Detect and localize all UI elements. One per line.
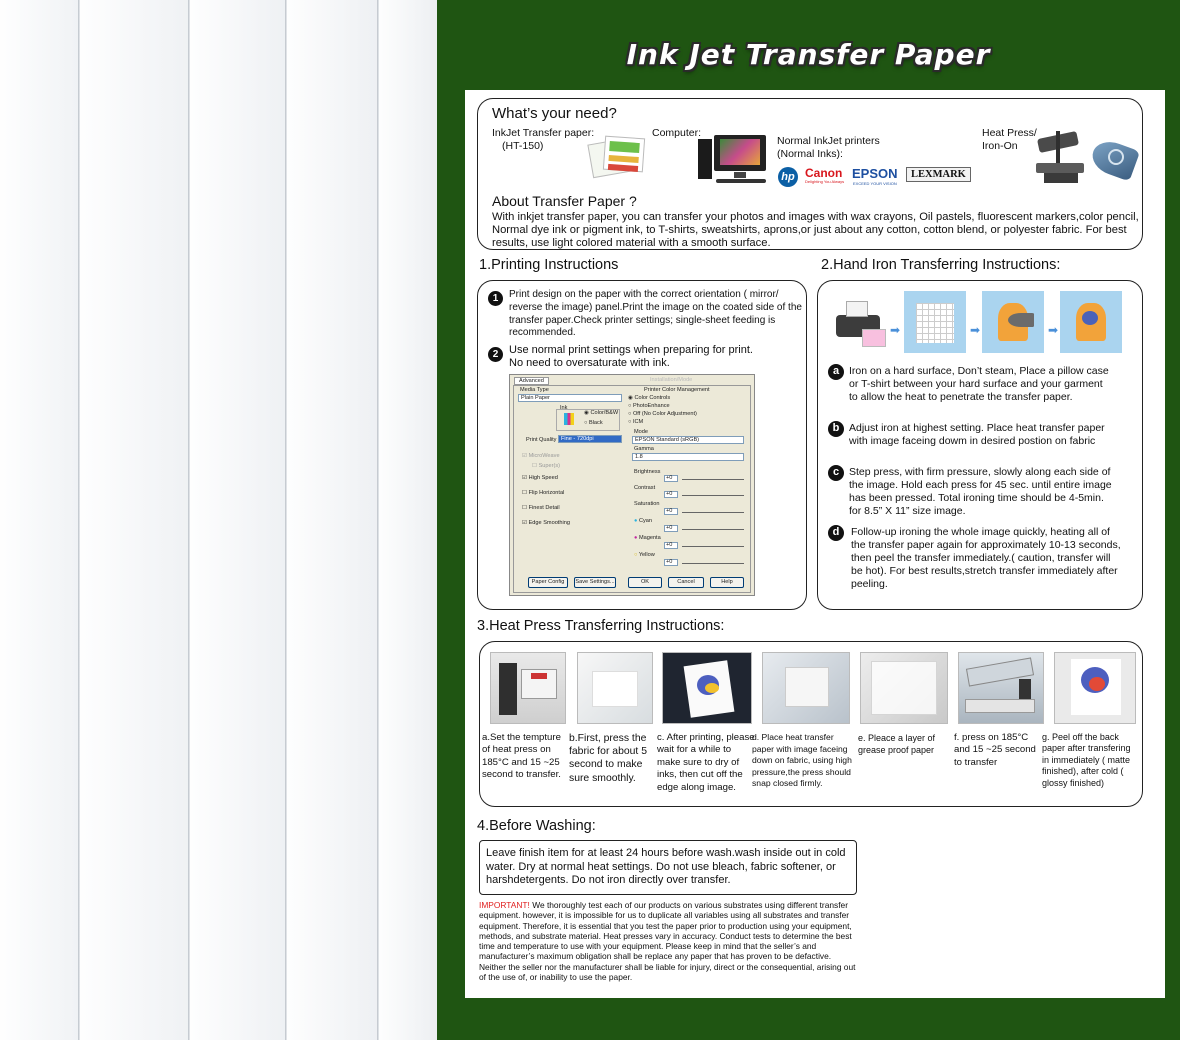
canon-tagline: Delighting You Always — [805, 179, 845, 184]
hand-iron-step-b: Adjust iron at highest setting. Place heat transfer paper with image faceing dowm in desired postion on fabric — [849, 422, 1105, 447]
super-checkbox[interactable]: ☐ Super(s) — [532, 463, 561, 469]
brochure — [437, 0, 1180, 1040]
heat-press-label-2: Iron-On — [982, 140, 1018, 152]
brochure-title: Ink Jet Transfer Paper — [626, 38, 991, 71]
mode-label: Mode — [634, 429, 648, 435]
brightness-value[interactable]: +0 — [664, 475, 678, 482]
off-no-color-radio[interactable]: ○ Off (No Color Adjustment) — [628, 411, 697, 417]
heat-press-image — [1034, 129, 1088, 187]
heat-press-label-1: Heat Press/ — [982, 127, 1037, 139]
paper-model: (HT-150) — [502, 140, 544, 152]
ink-color-radio[interactable]: ◉ Color/B&W — [584, 410, 619, 416]
icm-radio[interactable]: ○ ICM — [628, 419, 644, 425]
heat-press-thumb-b — [577, 652, 653, 724]
saturation-value[interactable]: +0 — [664, 508, 678, 515]
cyan-value[interactable]: +0 — [664, 525, 678, 532]
heat-press-thumb-a — [490, 652, 566, 724]
media-type-label: Media Type — [520, 387, 549, 393]
important-text: We thoroughly test each of our products on various substrates using different transfer equipment. however, it is impossible for us to duplicate all variables using all substrates and transfer equipment. Therefore, it is essential that you test the paper prior to production using your equipment, methods, and substrate material. Heat presses vary in accuracy. Conduct tests to determine the best time and temperature to use with your equipment. Please keep in mind that the seller’s and manufacturer’s maximum obligation shall be replace any paper that has proven to be defactive. Neither the seller nor the manufacturer shall be liable for injury, direct or the consequential, arising out of the use of, or inability to use the paper. — [479, 900, 856, 983]
magenta-slider[interactable] — [682, 546, 744, 547]
microweave-checkbox[interactable]: ☑ MicroWeave — [522, 453, 560, 459]
print-quality-select[interactable]: Fine - 720dpi — [558, 435, 622, 443]
about-text: With inkjet transfer paper, you can transfer your photos and images with wax crayons, Oil pastels, fluorescent markers,color pencil, Normal dye ink or pigment ink, to T-shirts, sweatshirts, aprons,or just about any cotton, cotton blend, or polyester fabric. For best results, use light colored material with a smooth surface. — [492, 211, 1139, 249]
heat-press-step-g: g. Peel off the back paper after transfering in immediately ( matte finished), after cold ( glossy finished) — [1042, 732, 1131, 788]
high-speed-checkbox[interactable]: ☑ High Speed — [522, 475, 558, 481]
tshirt-ironing-image — [982, 291, 1044, 353]
about-heading: About Transfer Paper ? — [492, 193, 637, 209]
ink-black-radio[interactable]: ○ Black — [584, 420, 603, 426]
step-1-bullet: 1 — [488, 291, 503, 306]
heat-press-thumb-e — [860, 652, 948, 724]
step-a-bullet: a — [828, 364, 844, 380]
heat-press-title: 3.Heat Press Transferring Instructions: — [477, 618, 725, 634]
computer-image — [694, 135, 770, 187]
printing-step-2b: No need to oversaturate with ink. — [509, 357, 670, 369]
step-d-bullet: d — [828, 525, 844, 541]
brightness-label: Brightness — [634, 469, 661, 475]
yellow-slider[interactable] — [682, 563, 744, 564]
help-button[interactable]: Help — [710, 577, 744, 588]
gamma-select[interactable]: 1.8 — [632, 453, 744, 461]
lexmark-logo: LEXMARK — [906, 167, 971, 182]
printers-label-2: (Normal Inks): — [777, 148, 843, 160]
contrast-slider[interactable] — [682, 495, 744, 496]
media-type-select[interactable]: Plain Paper — [518, 394, 622, 402]
canon-logo: Canon — [805, 166, 843, 180]
hand-iron-process-images: ➡ ➡ ➡ — [832, 289, 1130, 359]
printer-settings-dialog — [509, 374, 755, 596]
printer-image — [836, 299, 888, 345]
heat-press-thumb-d — [762, 652, 850, 724]
washing-box — [479, 840, 857, 895]
color-controls-radio[interactable]: ◉ Color Controls — [628, 395, 671, 401]
step-2-bullet: 2 — [488, 347, 503, 362]
heat-press-step-a: a.Set the tempture of heat press on 185°C and 15 ~25 second to transfer. — [482, 732, 561, 781]
magenta-label: ● Magenta — [634, 535, 661, 541]
printing-step-2a: Use normal print settings when preparing for print. — [509, 344, 753, 356]
hand-iron-box — [817, 280, 1143, 610]
printers-label-1: Normal InkJet printers — [777, 135, 880, 147]
epson-logo: EPSON — [852, 166, 898, 181]
heat-press-step-e: e. Pleace a layer of grease proof paper — [858, 733, 936, 756]
gamma-label: Gamma — [634, 446, 654, 452]
cyan-label: ● Cyan — [634, 518, 653, 524]
paper-stack-photo — [0, 0, 437, 1040]
save-settings-button[interactable]: Save Settings... — [574, 577, 616, 588]
washing-title: 4.Before Washing: — [477, 818, 596, 834]
heat-press-thumb-f — [958, 652, 1044, 724]
pcm-label: Printer Color Management — [644, 387, 710, 393]
yellow-value[interactable]: +0 — [664, 559, 678, 566]
instruction-sheet — [465, 90, 1165, 998]
ink-cartridge-icon — [564, 413, 574, 425]
magenta-value[interactable]: +0 — [664, 542, 678, 549]
tshirt-finished-image — [1060, 291, 1122, 353]
needs-box — [477, 98, 1143, 250]
print-quality-label: Print Quality — [526, 437, 557, 443]
step-b-bullet: b — [828, 421, 844, 437]
hand-iron-step-a: Iron on a hard surface, Don’t steam, Place a pillow case or T-shirt between your hard surface and your garment to allow the heat to penetrate the transfer paper. — [849, 365, 1109, 403]
heat-press-thumb-c — [662, 652, 752, 724]
yellow-label: ○ Yellow — [634, 552, 655, 558]
ink-label: Ink — [560, 405, 568, 411]
important-label: IMPORTANT! — [479, 900, 530, 910]
heat-press-step-c: c. After printing, please wait for a while to make sure to dry of inks, then cut off the edge along image. — [657, 732, 755, 793]
heat-press-thumb-g — [1054, 652, 1136, 724]
printing-title: 1.Printing Instructions — [479, 257, 619, 273]
printing-step-1: Print design on the paper with the correct orientation ( mirror/ reverse the image) panel.Print the image on the coated side of the transfer paper.Check printer settings; single-sheet feeding is recommended. — [509, 289, 802, 339]
paper-label: InkJet Transfer paper: — [492, 127, 595, 139]
hand-iron-step-d: Follow-up ironing the whole image quickly, heating all of the transfer paper again for approximately 10-13 seconds, then peel the transfer immediately.( caution, transfer will be hot). For best results,stretch transfer immediately after peeling. — [851, 526, 1121, 590]
heat-press-step-f: f. press on 185°C and 15 ~25 second to transfer — [954, 732, 1036, 768]
heat-press-box — [479, 641, 1143, 807]
iron-image — [1088, 135, 1142, 183]
epson-tagline: EXCEED YOUR VISION — [853, 181, 897, 186]
heat-press-step-d: d. Place heat transfer paper with image faceing down on fabric, using high pressure,the press should snap closed firmly. — [752, 732, 852, 789]
cyan-slider[interactable] — [682, 529, 744, 530]
important-notice — [479, 900, 859, 982]
hand-iron-title: 2.Hand Iron Transferring Instructions: — [821, 257, 1061, 273]
contrast-label: Contrast — [634, 485, 656, 491]
washing-text: Leave finish item for at least 24 hours before wash.wash inside out in cold water. Dry at normal heat settings. Do not use bleach, fabric softener, or harshdetergents. Do not iron directly over transfer. — [486, 847, 846, 887]
computer-label: Computer: — [652, 127, 702, 139]
hand-iron-step-c: Step press, with firm pressure, slowly along each side of the image. Hold each press for 45 sec. until entire image has been pressed. Total ironing time should be 4-5min. for 8.5” X 11” size image. — [849, 466, 1112, 517]
brightness-slider[interactable] — [682, 479, 744, 480]
saturation-label: Saturation — [634, 501, 660, 507]
saturation-slider[interactable] — [682, 512, 744, 513]
transfer-paper-pack-image — [590, 133, 652, 177]
dialog-tab-ghost: Installation/Mode — [650, 377, 693, 383]
cancel-button[interactable]: Cancel — [668, 577, 704, 588]
photoenhance-radio[interactable]: ○ PhotoEnhance — [628, 403, 670, 409]
flip-horizontal-checkbox[interactable]: ☐ Flip Horizontal — [522, 490, 565, 496]
tshirt-grid-image — [904, 291, 966, 353]
edge-smoothing-checkbox[interactable]: ☑ Edge Smoothing — [522, 520, 570, 526]
dialog-tab-advanced[interactable]: Advanced — [514, 377, 549, 385]
heat-press-step-b: b.First, press the fabric for about 5 second to make sure smoothly. — [569, 733, 647, 784]
paper-config-button[interactable]: Paper Config — [528, 577, 568, 588]
step-c-bullet: c — [828, 465, 844, 481]
contrast-value[interactable]: +0 — [664, 491, 678, 498]
hp-logo: hp — [778, 167, 798, 187]
ok-button[interactable]: OK — [628, 577, 662, 588]
finest-detail-checkbox[interactable]: ☐ Finest Detail — [522, 505, 560, 511]
mode-select[interactable]: EPSON Standard (sRGB) — [632, 436, 744, 444]
needs-heading: What’s your need? — [492, 105, 617, 122]
